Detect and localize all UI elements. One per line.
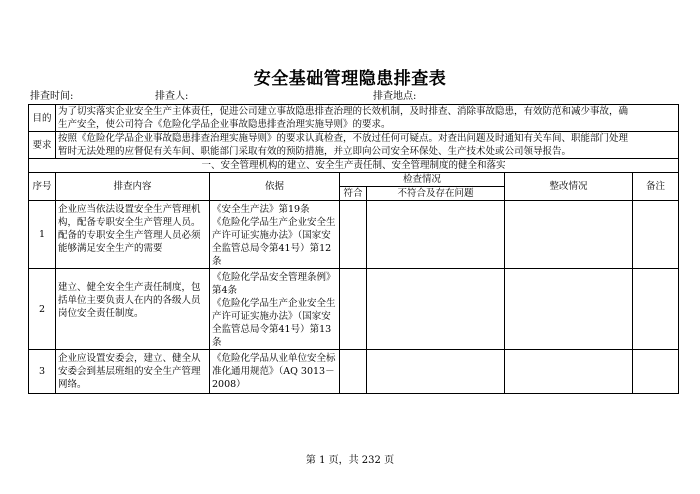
row-seq: 2 [29, 269, 56, 350]
row-rectify[interactable] [505, 201, 633, 269]
purpose-text [56, 105, 679, 132]
table-row [29, 201, 679, 269]
row-conform[interactable] [340, 350, 367, 394]
row-content [56, 201, 210, 269]
header-nonconform: 不符合及存在问题 [367, 187, 505, 201]
row-basis-text: 《危险化学品安全管理条例》第4条 《危险化学品生产企业安全生产许可证实施办法》（国家安全监管总局令第41号）第13条 [212, 272, 336, 348]
row-rectify[interactable] [505, 350, 633, 394]
row-content [56, 269, 210, 350]
row-seq: 1 [29, 201, 56, 269]
table-row [29, 269, 679, 350]
row-conform[interactable] [340, 201, 367, 269]
row-content [56, 350, 210, 394]
section-title: 一、安全管理机构的建立、安全生产责任制、安全管理制度的健全和落实 [29, 159, 679, 173]
inspector-label: 排查人: [155, 91, 189, 102]
header-content: 排查内容 [56, 173, 210, 201]
header-remark: 备注 [633, 173, 679, 201]
row-basis [210, 350, 340, 394]
row-nonconform[interactable] [367, 350, 505, 394]
requirement-label: 要求 [29, 132, 56, 159]
requirement-text [56, 132, 679, 159]
row-basis-text: 《危险化学品从业单位安全标准化通用规范》（AQ 3013－2008） [212, 353, 336, 390]
row-content-text: 企业应当依法设置安全生产管理机构，配备专职安全生产管理人员。配备的专职安全生产管理人员必须能够满足安全生产的需要 [58, 204, 201, 254]
purpose-line-2: 生产安全，使公司符合《危险化学品企业事故隐患排查治理实施导则》的要求。 [58, 119, 391, 130]
header-check: 检查情况 [340, 173, 505, 187]
row-nonconform[interactable] [367, 269, 505, 350]
row-remark[interactable] [633, 269, 679, 350]
header-rectify: 整改情况 [505, 173, 633, 201]
row-basis-text: 《安全生产法》第19条 《危险化学品生产企业安全生产许可证实施办法》（国家安全监管总局令第41号）第12条 [212, 204, 336, 267]
header-seq: 序号 [29, 173, 56, 201]
row-rectify[interactable] [505, 269, 633, 350]
row-basis [210, 201, 340, 269]
row-seq: 3 [29, 350, 56, 394]
requirement-line-1: 按照《危险化学品企业事故隐患排查治理实施导则》的要求认真检查，不放过任何可疑点。对查出问题及时通知有关车间、职能部门处理 [58, 133, 629, 144]
row-content-text: 建立、健全安全生产责任制度，包括单位主要负责人在内的各级人员岗位安全责任制度。 [58, 282, 201, 319]
table-row [29, 350, 679, 394]
requirement-row [29, 132, 679, 159]
row-content-text: 企业应设置安委会，建立、健全从安委会到基层班组的安全生产管理网络。 [58, 353, 201, 390]
inspection-time-label: 排查时间: [30, 91, 74, 102]
purpose-line-1: 为了切实落实企业安全生产主体责任，促进公司建立事故隐患排查治理的长效机制，及时排查、消除事故隐患，有效防范和减少事故，确 [58, 106, 629, 117]
row-nonconform[interactable] [367, 201, 505, 269]
inspection-table [28, 104, 679, 394]
requirement-line-2: 暂时无法处理的应督促有关车间、职能部门采取有效的预防措施，并立即向公司安全环保处、生产技术处或公司领导报告。 [58, 146, 572, 157]
section-row [29, 159, 679, 173]
row-remark[interactable] [633, 350, 679, 394]
row-remark[interactable] [633, 201, 679, 269]
inspection-place-label: 排查地点: [373, 91, 417, 102]
header-row-1 [29, 173, 679, 187]
header-conform: 符合 [340, 187, 367, 201]
page-title: 安全基础管理隐患排查表 [253, 69, 447, 89]
purpose-label: 目的 [29, 105, 56, 132]
purpose-row [29, 105, 679, 132]
header-basis: 依据 [210, 173, 340, 201]
row-conform[interactable] [340, 269, 367, 350]
row-basis [210, 269, 340, 350]
page-footer: 第 1 页，共 232 页 [305, 455, 395, 466]
